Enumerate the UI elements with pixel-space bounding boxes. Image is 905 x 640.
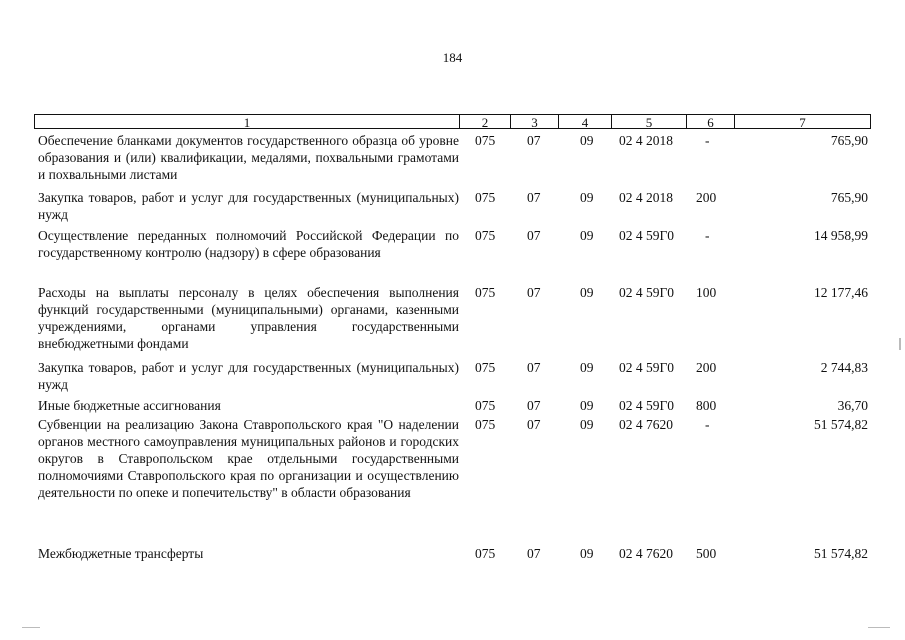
row-sum: 51 574,82 (814, 417, 868, 432)
header-col-4: 4 (559, 115, 612, 128)
row-code-rz: 07 (527, 417, 541, 432)
scan-edge-mark (22, 627, 40, 628)
row-code-vr: - (705, 228, 710, 243)
row-code-rz: 07 (527, 546, 541, 561)
row-description: Субвенции на реализацию Закона Ставропольского края "О наделении органов местного самоуправления муниципальных районов и городских округов в Ставропольском крае отдельными государственными полномочиями Ставропольского края по организации и осуществлению деятельности по опеке и попечительству" в области образования (38, 417, 459, 500)
row-code-cs: 02 4 59Г0 (619, 228, 675, 243)
row-code-vr: 500 (696, 546, 717, 561)
row-code-cs: 02 4 59Г0 (619, 360, 675, 375)
row-sum: 51 574,82 (814, 546, 868, 561)
row-description: Закупка товаров, работ и услуг для государственных (муниципальных) нужд (38, 360, 459, 392)
row-code-vr: 100 (696, 285, 717, 300)
row-code-vr: 200 (696, 190, 717, 205)
row-description: Закупка товаров, работ и услуг для государственных (муниципальных) нужд (38, 190, 459, 222)
row-code-gr: 075 (475, 228, 496, 243)
row-code-cs: 02 4 59Г0 (619, 285, 675, 300)
row-code-vr: - (705, 417, 710, 432)
row-description: Иные бюджетные ассигнования (38, 398, 221, 413)
header-col-6: 6 (687, 115, 735, 128)
row-code-rz: 07 (527, 285, 541, 300)
row-code-rz: 07 (527, 190, 541, 205)
row-code-rz: 07 (527, 228, 541, 243)
row-code-pr: 09 (580, 285, 594, 300)
row-code-rz: 07 (527, 133, 541, 148)
row-code-pr: 09 (580, 133, 594, 148)
row-sum: 765,90 (830, 190, 868, 205)
header-col-5: 5 (612, 115, 687, 128)
row-code-cs: 02 4 59Г0 (619, 398, 675, 413)
row-code-pr: 09 (580, 417, 594, 432)
row-code-gr: 075 (475, 285, 496, 300)
row-code-gr: 075 (475, 398, 496, 413)
header-col-2: 2 (460, 115, 511, 128)
header-col-3: 3 (511, 115, 559, 128)
row-code-pr: 09 (580, 398, 594, 413)
row-sum: 765,90 (830, 133, 868, 148)
row-sum: 2 744,83 (820, 360, 868, 375)
row-code-cs: 02 4 7620 (619, 417, 673, 432)
row-code-rz: 07 (527, 398, 541, 413)
row-description: Обеспечение бланками документов государственного образца об уровне образования и (или) квалификации, медалями, похвальными грамотами и похвальными листами (38, 133, 459, 182)
row-code-rz: 07 (527, 360, 541, 375)
row-code-cs: 02 4 2018 (619, 190, 673, 205)
row-code-pr: 09 (580, 190, 594, 205)
row-description: Расходы на выплаты персоналу в целях обеспечения выполнения функций государственными (муниципальными) органами, казенными учреждениями, органами управления государственными внебюджетными фондами (38, 285, 459, 351)
header-col-1: 1 (35, 115, 460, 128)
header-col-7: 7 (799, 115, 806, 130)
row-code-gr: 075 (475, 546, 496, 561)
page-number: 184 (442, 50, 463, 65)
row-code-gr: 075 (475, 133, 496, 148)
scan-edge-mark (899, 338, 901, 350)
row-code-cs: 02 4 2018 (619, 133, 673, 148)
row-code-gr: 075 (475, 190, 496, 205)
row-code-vr: 200 (696, 360, 717, 375)
row-description: Межбюджетные трансферты (38, 546, 204, 561)
row-code-pr: 09 (580, 228, 594, 243)
row-code-vr: - (705, 133, 710, 148)
row-code-pr: 09 (580, 546, 594, 561)
row-code-gr: 075 (475, 360, 496, 375)
row-sum: 36,70 (837, 398, 868, 413)
scan-edge-mark (868, 627, 890, 628)
row-code-cs: 02 4 7620 (619, 546, 673, 561)
row-code-pr: 09 (580, 360, 594, 375)
row-description: Осуществление переданных полномочий Российской Федерации по государственному контролю (надзору) в сфере образования (38, 228, 459, 260)
row-code-gr: 075 (475, 417, 496, 432)
table-header (34, 114, 871, 129)
row-sum: 12 177,46 (814, 285, 868, 300)
row-code-vr: 800 (696, 398, 717, 413)
row-sum: 14 958,99 (814, 228, 868, 243)
